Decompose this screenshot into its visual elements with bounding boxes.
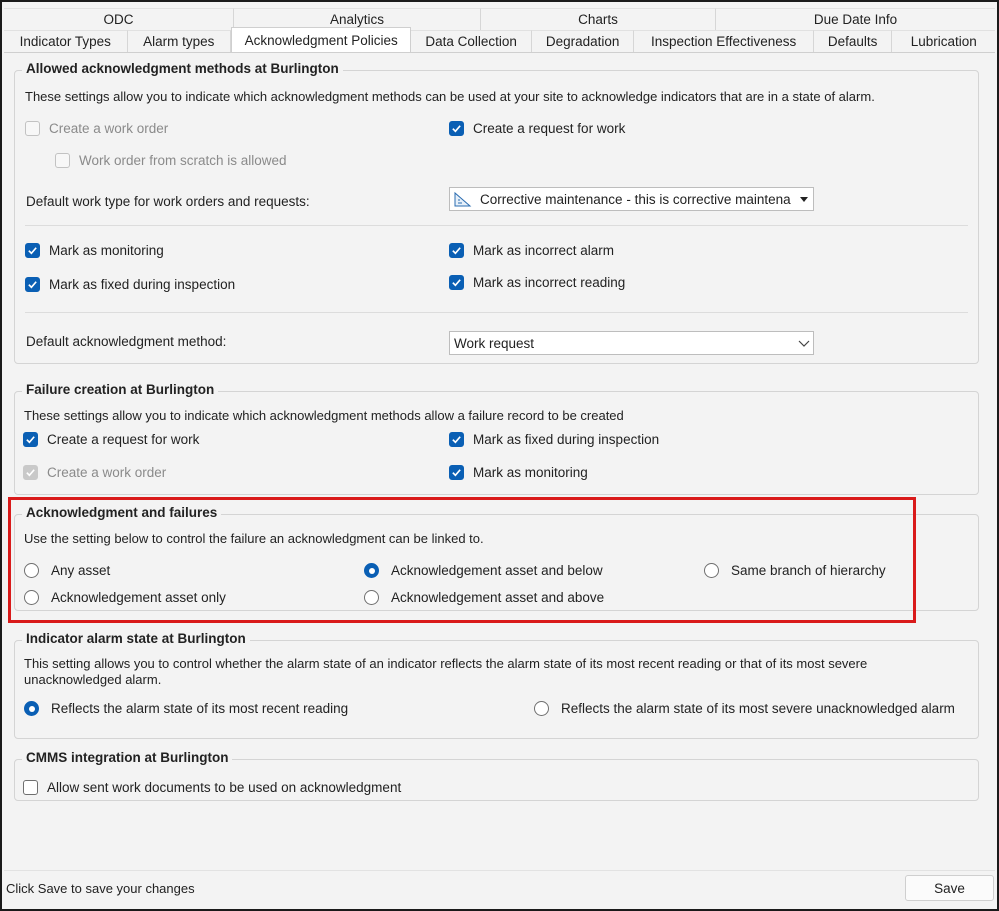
radio-any-asset[interactable] — [24, 563, 110, 578]
checkbox-label: Mark as incorrect reading — [473, 275, 626, 290]
radio-asset-and-above[interactable] — [364, 590, 604, 605]
radio-label: Same branch of hierarchy — [731, 563, 886, 578]
checkmark-icon — [449, 243, 464, 258]
checkmark-icon — [449, 465, 464, 480]
radio-circle — [24, 563, 39, 578]
tab-row-top — [4, 8, 995, 30]
indicator-alarm-legend: Indicator alarm state at Burlington — [22, 631, 250, 646]
failure-mark-fixed-checkbox[interactable] — [449, 432, 659, 447]
radio-selected-icon — [364, 563, 379, 578]
default-method-dropdown[interactable] — [449, 331, 814, 355]
checkmark-icon — [25, 243, 40, 258]
indicator-alarm-group — [14, 631, 979, 739]
indicator-alarm-description: This setting allows you to control whether the alarm state of an indicator reflects the alarm state of its most recent reading or that of its most severe unacknowledged alarm. — [24, 656, 868, 687]
checkmark-icon — [23, 432, 38, 447]
radio-label: Reflects the alarm state of its most severe unacknowledged alarm — [561, 701, 955, 716]
checkbox-label: Create a request for work — [47, 432, 200, 447]
status-text: Click Save to save your changes — [6, 881, 195, 896]
failure-create-request-checkbox[interactable] — [23, 432, 199, 447]
checkbox-label: Create a request for work — [473, 121, 626, 136]
chevron-down-icon — [795, 340, 813, 347]
checkmark-icon — [449, 275, 464, 290]
checkbox-box — [55, 153, 70, 168]
allow-sent-documents-checkbox[interactable] — [23, 780, 401, 795]
save-button[interactable]: Save — [905, 875, 994, 901]
checkbox-label: Mark as monitoring — [49, 243, 164, 258]
radio-label: Acknowledgement asset and above — [391, 590, 605, 605]
radio-same-branch[interactable] — [704, 563, 886, 578]
allowed-methods-group — [14, 61, 979, 364]
tab-inspection-effectiveness[interactable]: Inspection Effectiveness — [634, 30, 813, 52]
checkmark-icon — [23, 465, 38, 480]
radio-selected-icon — [24, 701, 39, 716]
checkbox-label: Create a work order — [47, 465, 167, 480]
checkbox-box — [25, 121, 40, 136]
radio-asset-only[interactable] — [24, 590, 226, 605]
radio-circle — [534, 701, 549, 716]
radio-circle — [364, 590, 379, 605]
failure-mark-monitoring-checkbox[interactable] — [449, 465, 588, 480]
mark-monitoring-checkbox[interactable] — [25, 243, 164, 258]
checkbox-label: Mark as incorrect alarm — [473, 243, 615, 258]
tab-lubrication[interactable]: Lubrication — [892, 30, 995, 52]
cmms-group — [14, 750, 979, 801]
radio-circle — [24, 590, 39, 605]
work-type-value: Corrective maintenance - this is corrective maintena — [480, 191, 791, 207]
default-method-label: Default acknowledgment method: — [26, 334, 227, 349]
failure-creation-group — [14, 382, 979, 495]
radio-circle — [704, 563, 719, 578]
radio-severe-unacknowledged[interactable] — [534, 701, 972, 716]
separator — [25, 225, 968, 226]
work-type-label: Default work type for work orders and requests: — [26, 194, 310, 209]
cmms-legend: CMMS integration at Burlington — [22, 750, 232, 765]
failure-create-work-order-checkbox[interactable] — [23, 465, 166, 480]
checkbox-label: Allow sent work documents to be used on acknowledgment — [47, 780, 402, 795]
mark-fixed-checkbox[interactable] — [25, 277, 235, 292]
create-work-order-checkbox[interactable] — [25, 121, 168, 136]
checkmark-icon — [25, 277, 40, 292]
tab-due-date-info[interactable]: Due Date Info — [716, 8, 995, 30]
tab-charts[interactable]: Charts — [481, 8, 716, 30]
tab-analytics[interactable]: Analytics — [234, 8, 481, 30]
tab-indicator-types[interactable]: Indicator Types — [4, 30, 128, 52]
checkbox-label: Mark as fixed during inspection — [49, 277, 236, 292]
tab-defaults[interactable]: Defaults — [814, 30, 893, 52]
checkbox-label: Create a work order — [49, 121, 169, 136]
tab-content-border — [4, 52, 995, 53]
allowed-methods-description: These settings allow you to indicate which acknowledgment methods can be used at your site to acknowledge indicators that are in a state of alarm. — [25, 89, 875, 104]
ack-failures-legend: Acknowledgment and failures — [22, 505, 221, 520]
tab-row-bottom — [4, 30, 995, 52]
tab-degradation[interactable]: Degradation — [532, 30, 635, 52]
default-method-value: Work request — [454, 335, 535, 351]
failure-creation-description: These settings allow you to indicate which acknowledgment methods allow a failure record to be created — [24, 408, 624, 423]
checkbox-label: Mark as monitoring — [473, 465, 588, 480]
radio-label: Acknowledgement asset only — [51, 590, 226, 605]
checkbox-label: Mark as fixed during inspection — [473, 432, 660, 447]
failure-creation-legend: Failure creation at Burlington — [22, 382, 218, 397]
mark-incorrect-alarm-checkbox[interactable] — [449, 243, 614, 258]
radio-recent-reading[interactable] — [24, 701, 348, 716]
allowed-methods-legend: Allowed acknowledgment methods at Burlington — [22, 61, 343, 76]
checkbox-label: Work order from scratch is allowed — [79, 153, 287, 168]
radio-label: Any asset — [51, 563, 111, 578]
radio-asset-and-below[interactable] — [364, 563, 603, 578]
ack-failures-group — [14, 505, 979, 611]
checkmark-icon — [449, 432, 464, 447]
tab-odc[interactable]: ODC — [4, 8, 234, 30]
ack-failures-description: Use the setting below to control the failure an acknowledgment can be linked to. — [24, 531, 484, 546]
separator — [25, 312, 968, 313]
checkmark-icon — [449, 121, 464, 136]
create-request-checkbox[interactable] — [449, 121, 625, 136]
checkbox-box — [23, 780, 38, 795]
tab-alarm-types[interactable]: Alarm types — [128, 30, 232, 52]
work-type-icon — [454, 191, 474, 207]
radio-label: Reflects the alarm state of its most recent reading — [51, 701, 349, 716]
footer-divider — [4, 870, 995, 871]
work-type-dropdown[interactable] — [449, 187, 814, 211]
work-order-from-scratch-checkbox[interactable] — [55, 153, 287, 168]
mark-incorrect-reading-checkbox[interactable] — [449, 275, 625, 290]
tab-data-collection[interactable]: Data Collection — [411, 30, 532, 52]
radio-label: Acknowledgement asset and below — [391, 563, 603, 578]
tab-acknowledgment-policies[interactable]: Acknowledgment Policies — [231, 27, 411, 52]
dropdown-arrow-icon — [795, 197, 813, 202]
